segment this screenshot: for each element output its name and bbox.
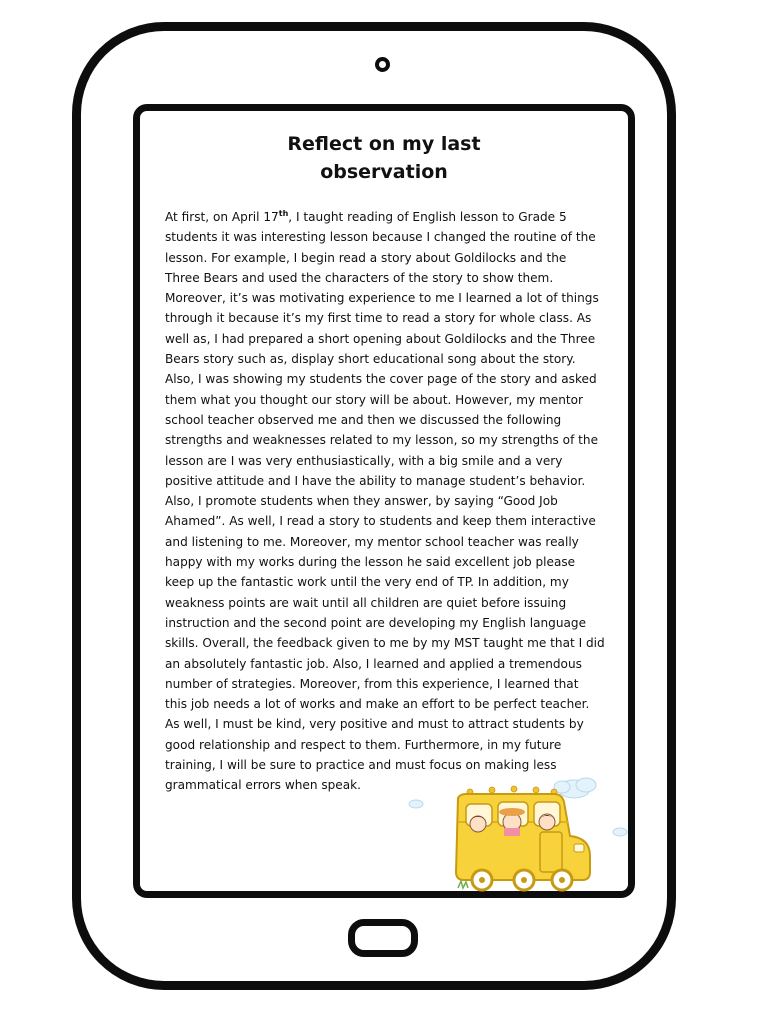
body-line: grammatical errors when speak.	[165, 778, 362, 793]
body-line: them what you thought our story will be about. However, my mentor	[165, 392, 584, 407]
body-line: well as, I had prepared a short opening about Goldilocks and the Three	[165, 331, 596, 346]
body-line: an absolutely fantastic job. Also, I learned and applied a tremendous	[165, 656, 582, 671]
body-line: strengths and weaknesses related to my lesson, so my strengths of the	[165, 433, 599, 448]
body-line: lesson. For example, I begin read a story about Goldilocks and the	[165, 250, 567, 265]
body-line: Three Bears and used the characters of the story to show them.	[165, 270, 554, 285]
body-line: number of strategies. Moreover, from this experience, I learned that	[165, 676, 579, 691]
title-line-2: observation	[320, 161, 448, 183]
child-icon	[469, 816, 487, 832]
body-line: Ahamed”. As well, I read a story to students and keep them interactive	[165, 514, 596, 529]
body-line-1-end: , I taught reading of English lesson to Grade 5	[288, 210, 567, 224]
body-line: this job needs a lot of works and make an effort to be perfect teacher.	[165, 697, 590, 712]
body-line: training, I will be sure to practice and must focus on making less	[165, 758, 557, 773]
body-line: school teacher observed me and then we discussed the following	[165, 412, 562, 427]
home-button[interactable]	[348, 919, 418, 957]
body-line: and listening to me. Moreover, my mentor school teacher was really	[165, 534, 579, 549]
body-line: Bears story such as, display short educational song about the story.	[165, 352, 576, 367]
body-line: Also, I promote students when they answer, by saying “Good Job	[165, 494, 558, 509]
body-line: lesson are I was very enthusiastically, with a big smile and a very	[165, 453, 563, 468]
body-line: weakness points are wait until all children are quiet before issuing	[165, 595, 567, 610]
body-line: skills. Overall, the feedback given to me by my MST taught me that I did	[165, 636, 605, 651]
body-line: happy with my works during the lesson he said excellent job please	[165, 555, 576, 570]
wheel-icon	[514, 870, 534, 890]
camera-icon	[375, 57, 390, 72]
wheel-icon	[472, 870, 492, 890]
title-line-1: Reflect on my last	[287, 133, 481, 155]
body-line: Moreover, it’s was motivating experience to me I learned a lot of things	[165, 291, 599, 306]
wheel-icon	[552, 870, 572, 890]
body-line: positive attitude and I have the ability to manage student’s behavior.	[165, 473, 586, 488]
school-bus-illustration	[404, 776, 630, 896]
body-line	[165, 207, 607, 227]
ordinal-suffix: th	[278, 209, 289, 218]
child-icon	[539, 814, 555, 830]
body-line: instruction and the second point are developing my English language	[165, 615, 587, 630]
body-line-1-start: At first, on April 17	[165, 210, 279, 224]
body-line: As well, I must be kind, very positive and must to attract students by	[165, 717, 584, 732]
body-line: Also, I was showing my students the cover page of the story and asked	[165, 372, 597, 387]
reflection-body	[165, 207, 607, 796]
page-title	[0, 130, 768, 186]
body-line: students it was interesting lesson because I changed the routine of the	[165, 230, 596, 245]
body-line: good relationship and respect to them. Furthermore, in my future	[165, 737, 562, 752]
body-line: keep up the fantastic work until the very end of TP. In addition, my	[165, 575, 569, 590]
body-line: through it because it’s my first time to read a story for whole class. As	[165, 311, 592, 326]
